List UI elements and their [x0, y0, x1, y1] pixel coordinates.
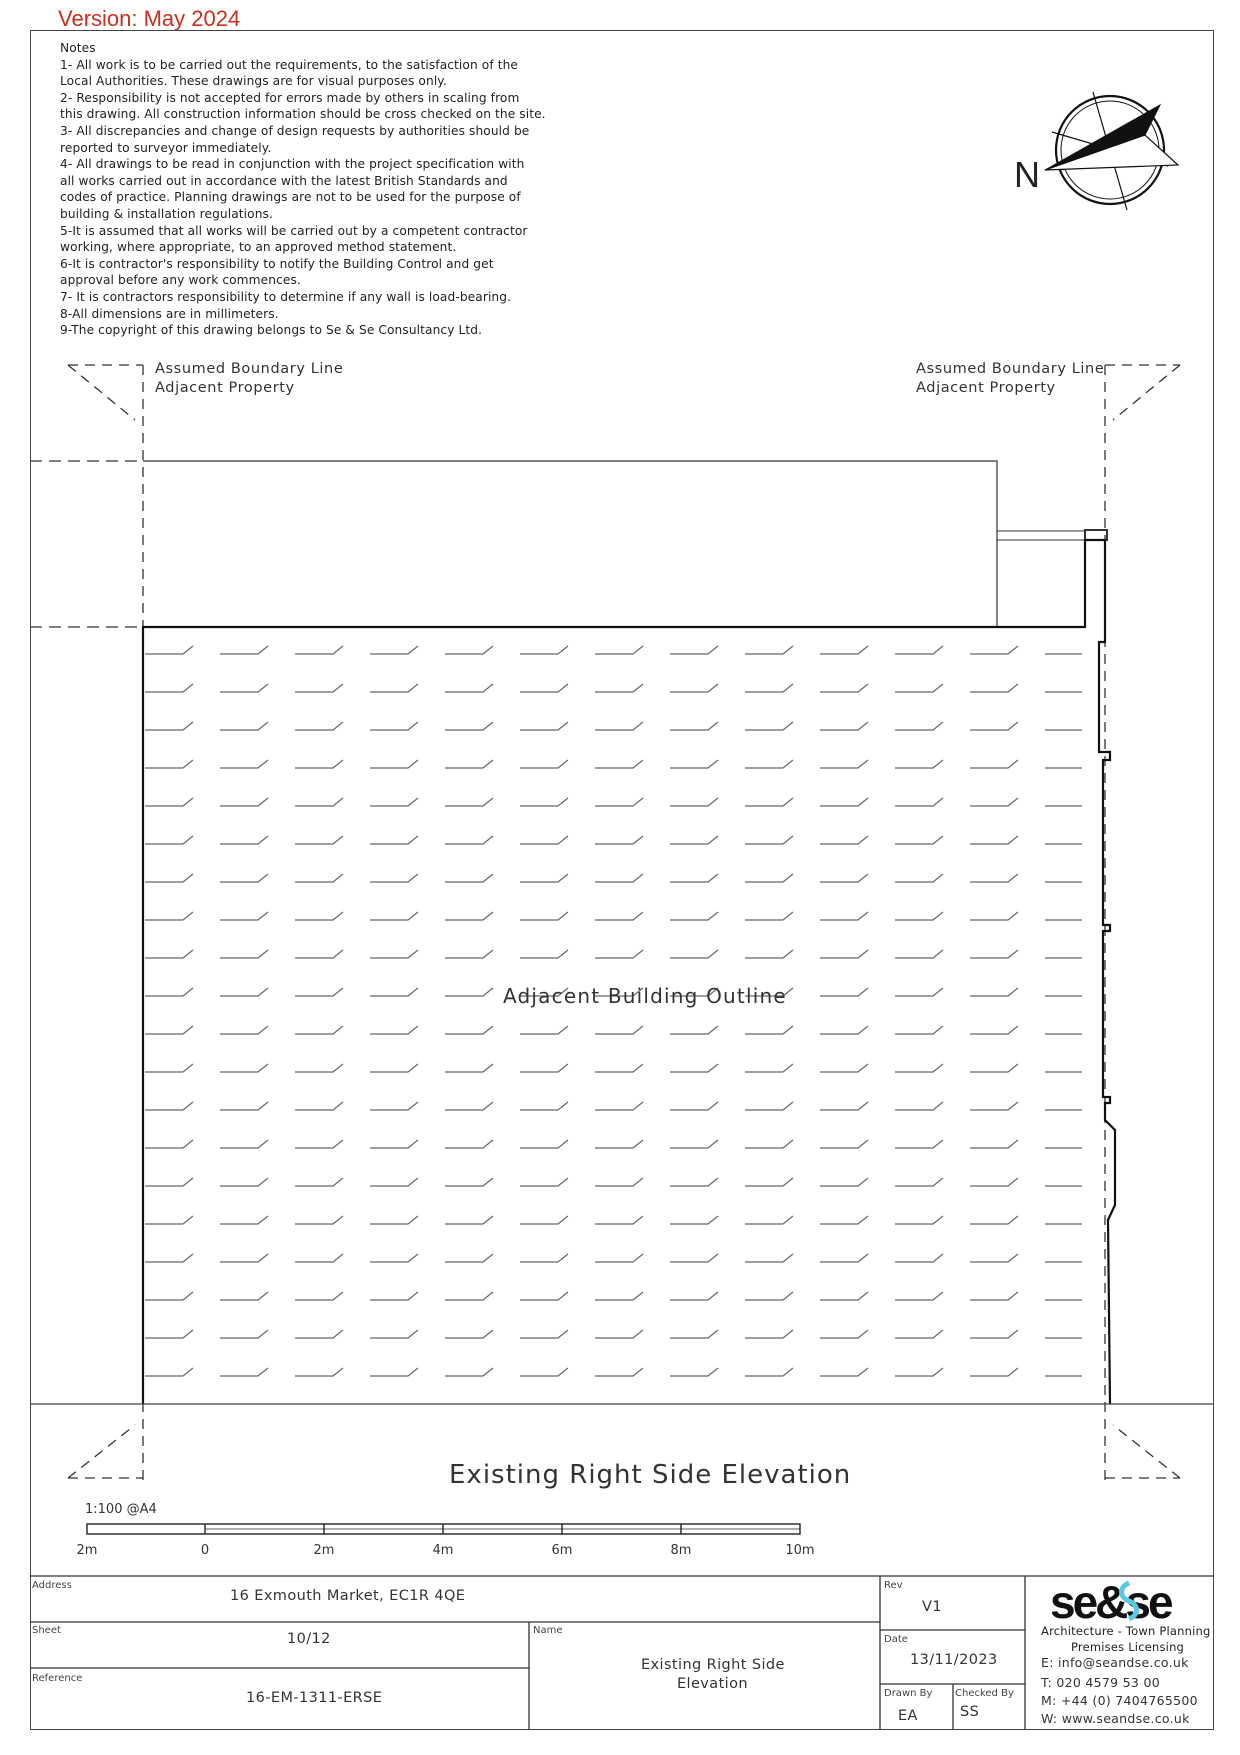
rev-value: V1	[922, 1599, 942, 1615]
name-line1: Existing Right Side	[641, 1657, 785, 1673]
right-boundary-label	[916, 360, 1104, 398]
scale-tick-label: 10m	[785, 1543, 815, 1558]
left-boundary-line2: Adjacent Property	[155, 380, 295, 396]
note-line: 6-It is contractor's responsibility to notify the Building Control and get	[60, 256, 494, 271]
left-boundary-marker	[68, 365, 143, 1480]
north-label: N	[1014, 154, 1040, 195]
note-line: 8-All dimensions are in millimeters.	[60, 306, 279, 321]
company-phone: T: 020 4579 53 00	[1041, 1675, 1160, 1690]
note-line: all works carried out in accordance with the latest British Standards and	[60, 173, 508, 188]
note-line: 3- All discrepancies and change of design requests by authorities should be	[60, 123, 530, 138]
scale-tick-label: 2m	[313, 1543, 335, 1558]
right-boundary-marker	[1105, 365, 1180, 1480]
right-boundary-line1: Assumed Boundary Line	[916, 361, 1105, 377]
checked-by-label: Checked By	[955, 1688, 1014, 1699]
drawn-by-label: Drawn By	[884, 1688, 933, 1699]
scale-bar	[87, 1524, 800, 1534]
scale-tick-label: 4m	[432, 1543, 454, 1558]
note-line: this drawing. All construction information should be cross checked on the site.	[60, 107, 546, 122]
note-line: 5-It is assumed that all works will be carried out by a competent contractor	[60, 223, 528, 238]
note-line: working, where appropriate, to an approved method statement.	[60, 240, 457, 255]
company-web[interactable]: W: www.seandse.co.uk	[1041, 1711, 1190, 1726]
building-label: Adjacent Building Outline	[503, 984, 787, 1008]
name-label: Name	[533, 1625, 563, 1636]
sheet-label: Sheet	[32, 1625, 61, 1636]
drawn-by-value: EA	[898, 1708, 918, 1724]
right-boundary-line2: Adjacent Property	[916, 380, 1056, 396]
note-line: 2- Responsibility is not accepted for errors made by others in scaling from	[60, 90, 520, 105]
name-line2: Elevation	[677, 1676, 748, 1692]
title-block-grid	[30, 1576, 1214, 1730]
scale-tick-label: 0	[200, 1543, 210, 1558]
reference-label: Reference	[32, 1673, 83, 1684]
company-mobile: M: +44 (0) 7404765500	[1041, 1693, 1198, 1708]
note-line: building & installation regulations.	[60, 206, 273, 221]
address-label: Address	[32, 1580, 72, 1591]
company-contact	[1041, 1654, 1198, 1728]
sheet-value: 10/12	[287, 1631, 331, 1647]
left-boundary-label	[155, 360, 343, 398]
note-line: reported to surveyor immediately.	[60, 140, 272, 155]
checked-by-value: SS	[960, 1704, 980, 1720]
note-line: 4- All drawings to be read in conjunction with the project specification with	[60, 157, 525, 172]
north-arrow-icon	[1045, 92, 1178, 210]
note-line: 9-The copyright of this drawing belongs to Se & Se Consultancy Ltd.	[60, 323, 483, 338]
company-tagline2: Premises Licensing	[1071, 1640, 1185, 1654]
company-email[interactable]: E: info@seandse.co.uk	[1041, 1655, 1189, 1670]
date-value: 13/11/2023	[910, 1652, 998, 1668]
scale-tick-label: 6m	[551, 1543, 573, 1558]
note-line: approval before any work commences.	[60, 273, 301, 288]
notes-heading: Notes	[60, 41, 96, 55]
company-logo: se&se	[1050, 1576, 1171, 1628]
scale-tick-label: 8m	[670, 1543, 692, 1558]
upper-adjacent-block	[143, 461, 1107, 627]
elevation-title: Existing Right Side Elevation	[449, 1460, 852, 1490]
version-label: Version: May 2024	[58, 6, 241, 31]
date-label: Date	[884, 1634, 908, 1645]
note-line: 7- It is contractors responsibility to determine if any wall is load-bearing.	[60, 289, 512, 304]
note-line: codes of practice. Planning drawings are not to be used for the purpose of	[60, 190, 521, 205]
ribbon-icon	[1116, 1579, 1142, 1621]
reference-value: 16-EM-1311-ERSE	[246, 1690, 383, 1706]
address-value: 16 Exmouth Market, EC1R 4QE	[230, 1588, 466, 1604]
note-line: 1- All work is to be carried out the requirements, to the satisfaction of the	[60, 57, 518, 72]
company-tagline1: Architecture - Town Planning	[1041, 1624, 1211, 1638]
rev-label: Rev	[884, 1580, 903, 1591]
note-line: Local Authorities. These drawings are for visual purposes only.	[60, 74, 447, 89]
building-hatch	[143, 627, 1103, 1404]
scale-label: 1:100 @A4	[85, 1502, 157, 1517]
scale-tick-label: 2m	[76, 1543, 98, 1558]
left-boundary-line1: Assumed Boundary Line	[155, 361, 344, 377]
